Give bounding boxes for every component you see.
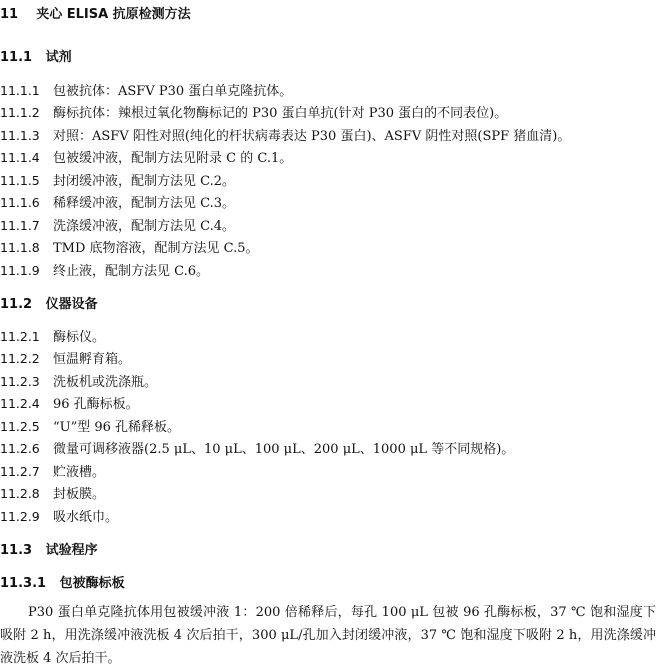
reagent-item [0,237,259,256]
item-text: 对照：ASFV 阳性对照(纯化的杆状病毒表达 P30 蛋白)、ASFV 阴性对照(SPF 猪血清)。 [53,129,571,144]
item-number: 11.1.5 [0,173,40,188]
item-text: 包被抗体：ASFV P30 蛋白单克隆抗体。 [53,84,293,99]
item-number: 11.2.1 [0,329,40,344]
reagents-title: 试剂 [45,50,72,65]
paragraph-text: P30 蛋白单克隆抗体用包被缓冲液 1：200 倍稀释后，每孔 100 μL 包被 96 孔酶标板，37 ℃ 饱和湿度下吸附 2 h，用洗涤缓冲液洗板 4 次后拍干，300 μL/孔加入封闭缓冲液，37 ℃ 饱和湿度下吸附 2 h，用洗涤缓冲液洗板 4 次后拍干。 [0,605,656,666]
item-text: 96 孔酶标板。 [53,397,139,412]
reagents-number: 11.1 [0,50,33,65]
equipment-item [0,483,105,502]
item-text: 洗板机或洗涤瓶。 [53,375,158,390]
equipment-item [0,506,118,525]
equipment-item [0,326,105,345]
equipment-title: 仪器设备 [45,297,98,312]
item-number: 11.2.9 [0,509,40,524]
item-text: 恒温孵育箱。 [53,352,132,367]
item-number: 11.2.2 [0,351,40,366]
reagent-item [0,170,235,189]
item-number: 11.2.4 [0,396,40,411]
item-number: 11.1.8 [0,240,40,255]
item-number: 11.2.5 [0,419,40,434]
item-number: 11.1.3 [0,128,40,143]
item-text: 洗涤缓冲液，配制方法见 C.4。 [53,219,236,234]
item-text: 包被缓冲液，配制方法见附录 C 的 C.1。 [53,151,293,166]
item-text: 贮液槽。 [53,465,106,480]
equipment-number: 11.2 [0,297,33,312]
reagents-heading [0,46,72,65]
reagent-item [0,80,292,99]
item-text: 酶标仪。 [53,330,106,345]
item-number: 11.2.8 [0,486,40,501]
equipment-item [0,371,157,390]
item-number: 11.2.6 [0,441,40,456]
item-text: 封闭缓冲液，配制方法见 C.2。 [53,174,236,189]
item-text: 稀释缓冲液，配制方法见 C.3。 [53,196,236,211]
subsection-title: 包被酶标板 [59,576,125,591]
item-text: 酶标抗体：辣根过氧化物酶标记的 P30 蛋白单抗(针对 P30 蛋白的不同表位)。 [53,106,508,121]
equipment-heading [0,293,98,312]
item-text: 终止液，配制方法见 C.6。 [53,264,210,279]
item-number: 11.1.1 [0,83,40,98]
reagent-item [0,147,292,166]
equipment-item [0,393,139,412]
item-text: 吸水纸巾。 [53,510,119,525]
item-number: 11.1.2 [0,105,40,120]
procedure-number: 11.3 [0,543,33,558]
reagent-item [0,192,235,211]
item-number: 11.1.4 [0,150,40,165]
reagent-item [0,215,235,234]
item-number: 11.1.7 [0,218,40,233]
item-number: 11.2.7 [0,464,40,479]
item-number: 11.1.9 [0,263,40,278]
equipment-item [0,416,180,435]
section-heading [0,3,191,22]
equipment-item [0,461,105,480]
procedure-title: 试验程序 [45,543,98,558]
item-number: 11.2.3 [0,374,40,389]
item-text: TMD 底物溶液，配制方法见 C.5。 [53,241,259,256]
equipment-item [0,348,131,367]
reagent-item [0,125,570,144]
section-title: 夹心 ELISA 抗原检测方法 [36,7,191,22]
item-text: 微量可调移液器(2.5 μL、10 μL、100 μL、200 μL、1000 μL 等不同规格)。 [53,442,515,457]
section-number: 11 [0,7,19,22]
procedure-heading [0,539,98,558]
equipment-item [0,438,514,457]
item-text: 封板膜。 [53,487,106,502]
item-number: 11.1.6 [0,195,40,210]
subsection-number: 11.3.1 [0,576,47,591]
item-text: “U”型 96 孔稀释板。 [53,420,181,435]
reagent-item [0,102,507,121]
reagent-item [0,260,209,279]
subsection-heading [0,572,125,591]
procedure-paragraph [0,601,656,670]
